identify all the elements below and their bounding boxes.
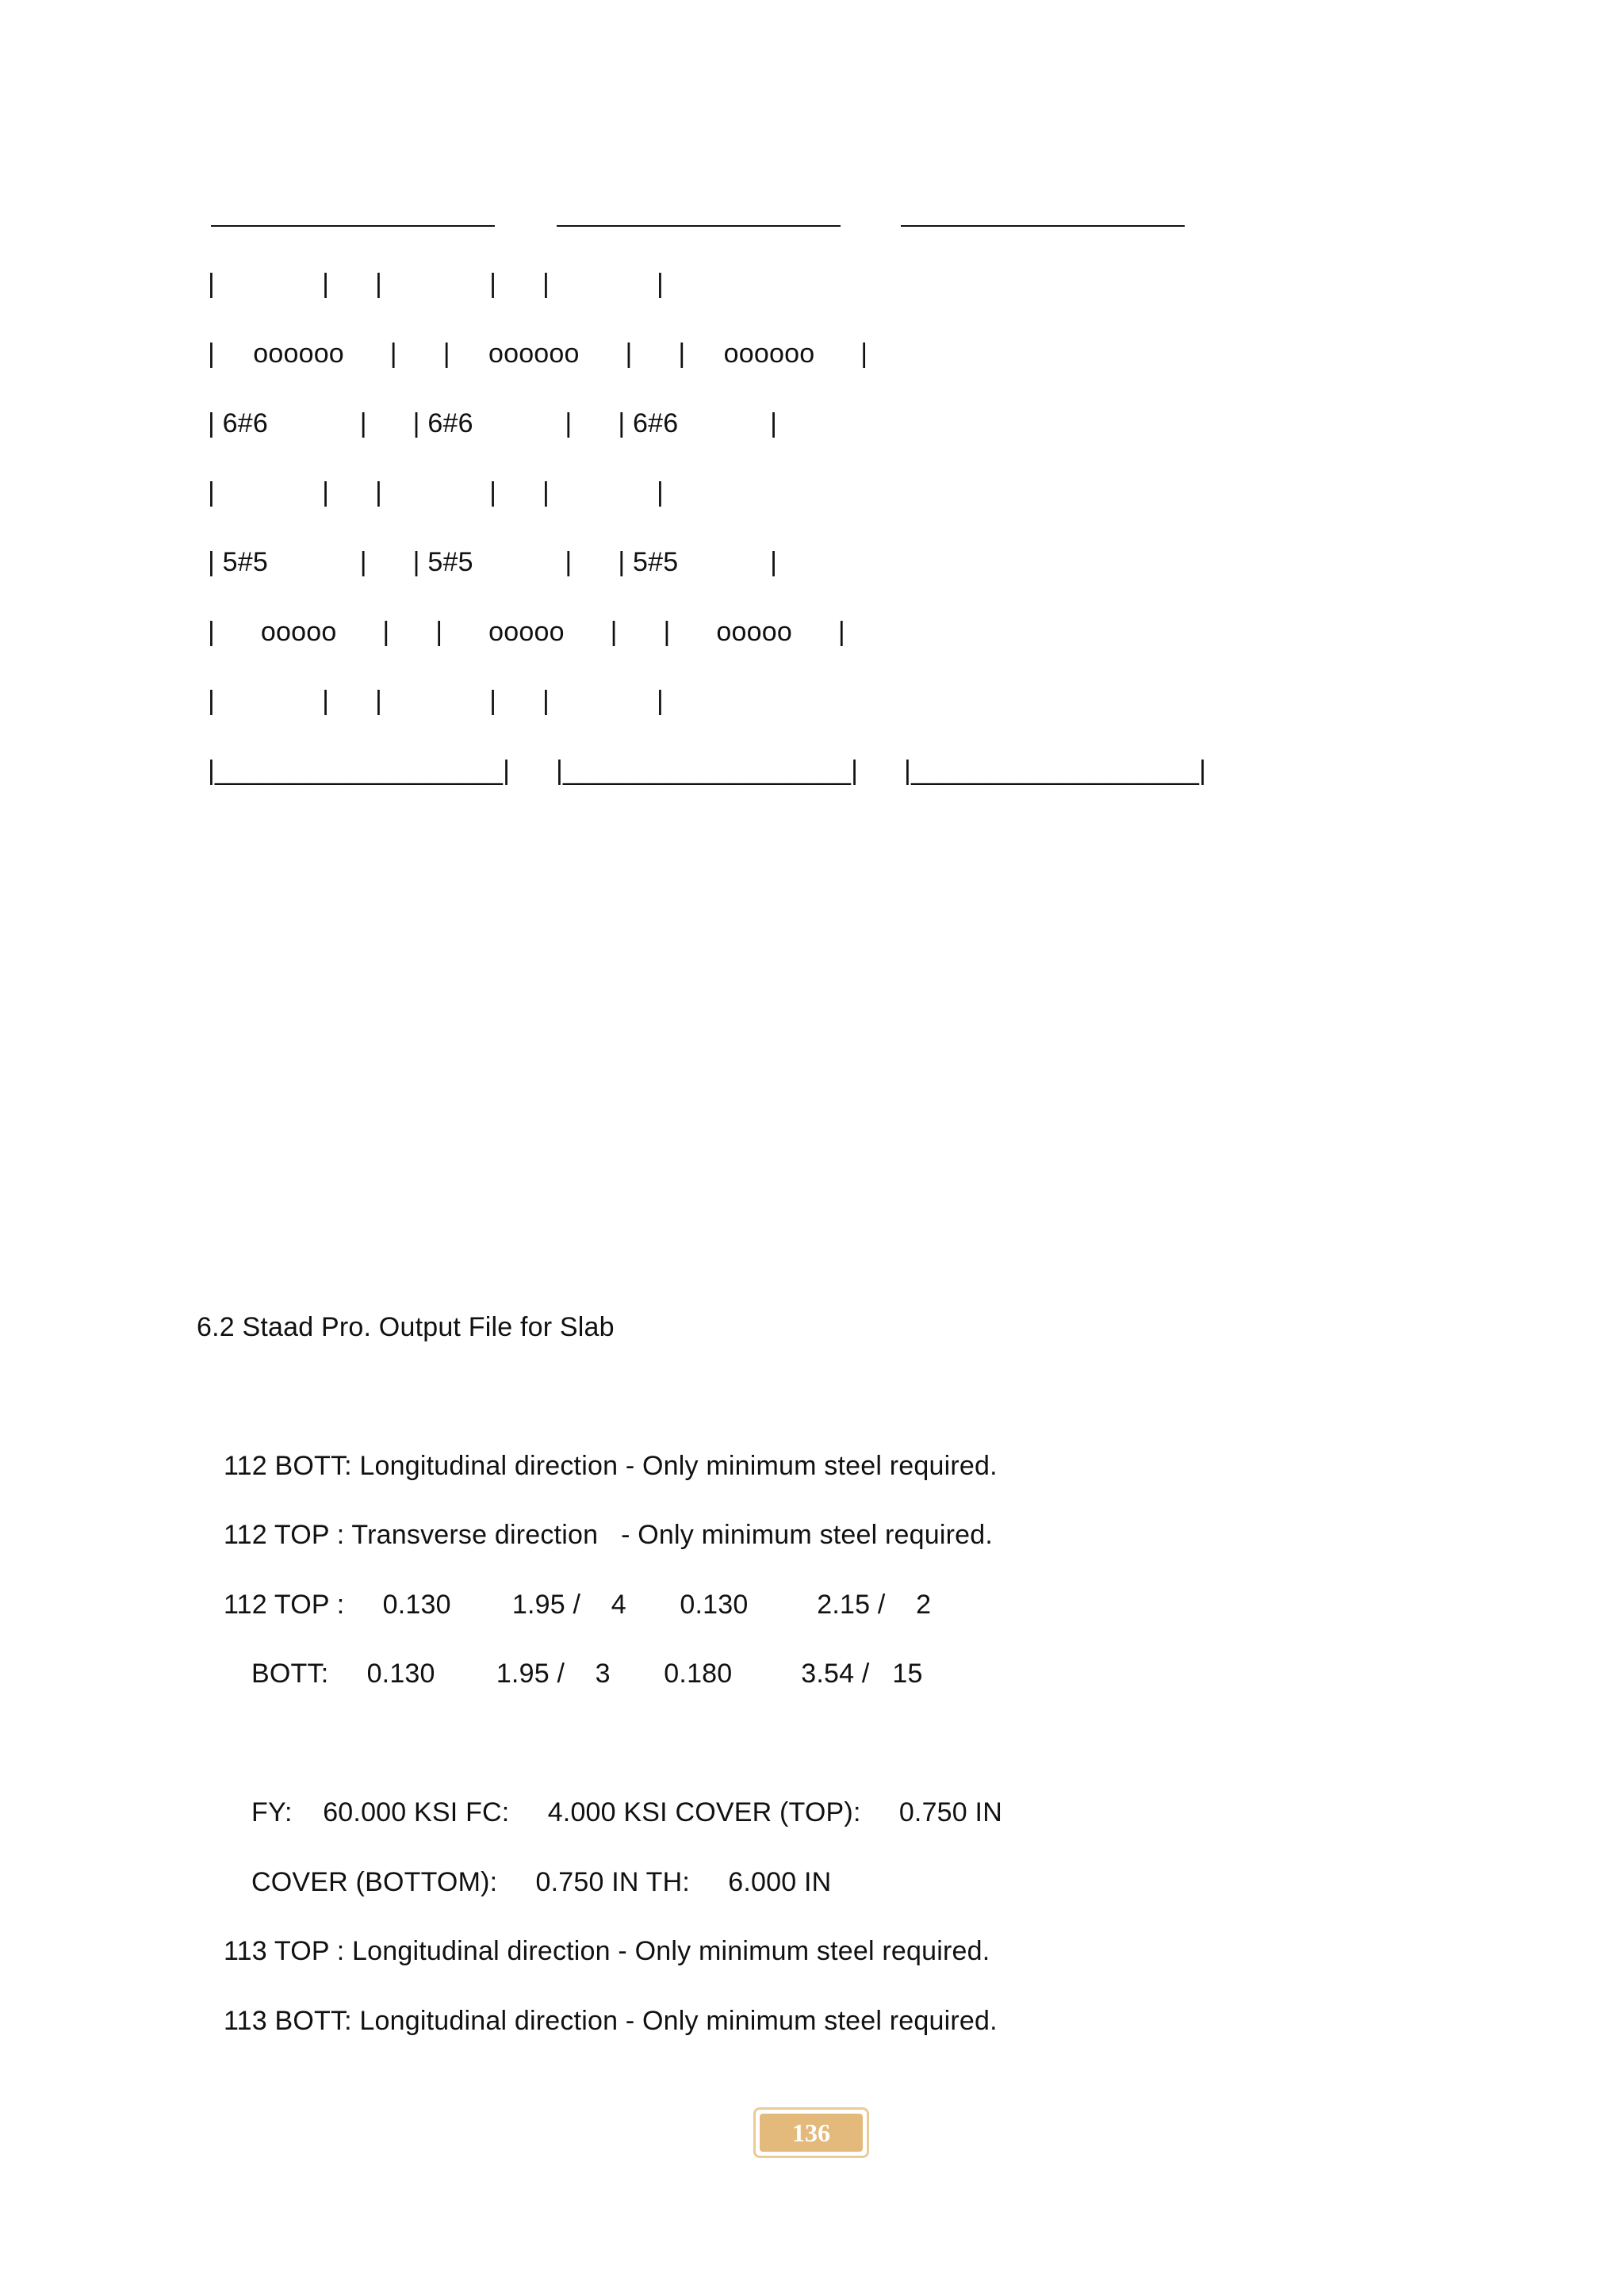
diagram-row: | | | | | | — [208, 269, 665, 299]
diagram-row: | | | | | | — [208, 686, 665, 716]
diagram-top-rule-3 — [901, 225, 1185, 227]
output-line: 112 TOP : 0.130 1.95 / 4 0.130 2.15 / 2 — [224, 1590, 932, 1620]
diagram-top-rule-1 — [211, 225, 495, 227]
diagram-row: | | | | | | — [208, 477, 665, 507]
output-line: 113 BOTT: Longitudinal direction - Only minimum steel required. — [224, 2006, 998, 2036]
diagram-row: | 6#6 | | 6#6 | | 6#6 | — [208, 408, 778, 438]
output-line: COVER (BOTTOM): 0.750 IN TH: 6.000 IN — [251, 1867, 832, 1897]
output-line: 113 TOP : Longitudinal direction - Only minimum steel required. — [224, 1936, 990, 1966]
section-heading: 6.2 Staad Pro. Output File for Slab — [197, 1312, 615, 1342]
diagram-row: |___________________| |___________________| |___________________| — [208, 756, 1207, 786]
diagram-row: | ooooo | | ooooo | | ooooo | — [208, 617, 845, 647]
output-line: FY: 60.000 KSI FC: 4.000 KSI COVER (TOP): 0.750 IN — [251, 1797, 1002, 1827]
output-line: 112 TOP : Transverse direction - Only minimum steel required. — [224, 1520, 994, 1550]
page-number-badge — [753, 2107, 869, 2158]
diagram-top-rule-2 — [557, 225, 841, 227]
output-line: 112 BOTT: Longitudinal direction - Only minimum steel required. — [224, 1451, 998, 1481]
page-number: 136 — [760, 2114, 863, 2152]
diagram-row: | oooooo | | oooooo | | oooooo | — [208, 339, 868, 369]
output-line: BOTT: 0.130 1.95 / 3 0.180 3.54 / 15 — [251, 1659, 923, 1689]
diagram-row: | 5#5 | | 5#5 | | 5#5 | — [208, 547, 778, 577]
